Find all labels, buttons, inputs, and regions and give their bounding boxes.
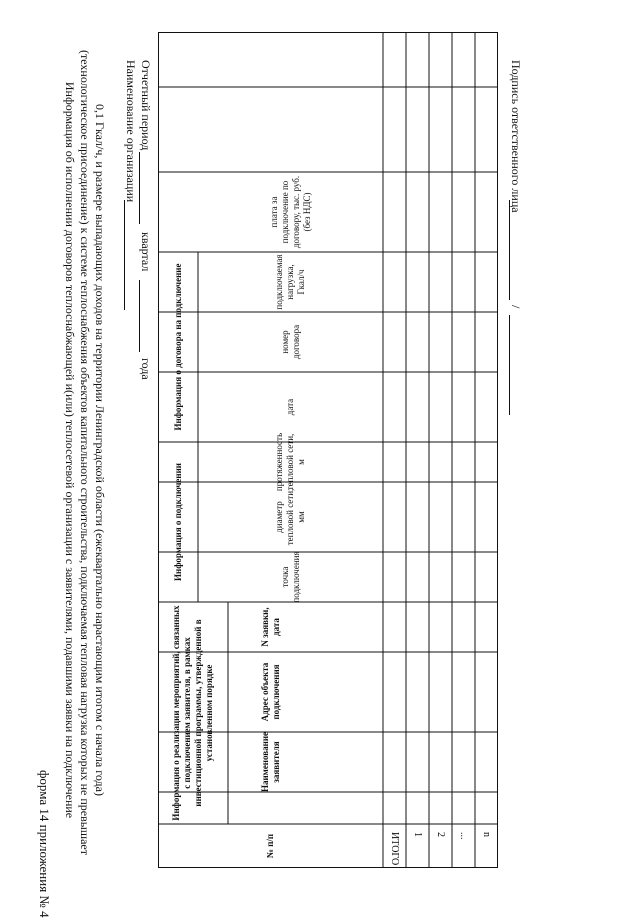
col-header-connection-group: Информация о подключении bbox=[172, 463, 183, 581]
heading-line-3: 0,1 Гкал/ч, и размере выпадающих доходов на территории Ленинградской области (ежеквартально нарастающим итогом с начала года) bbox=[93, 104, 107, 796]
col-header-conn-length: протяженность тепловой сети, м bbox=[274, 432, 306, 492]
signature-line-2 bbox=[509, 315, 510, 415]
col-header-applicant: Наименование заявителя bbox=[259, 732, 281, 792]
col-header-address: Адрес объекта подключения bbox=[259, 662, 281, 722]
table-row-label: 2 bbox=[435, 832, 446, 837]
table-row-label: ... bbox=[458, 832, 469, 840]
heading-line-1: Информация об исполнении договоров теплоснабжающей и(или) теплосетевой организации с заявителями, подавшими заявки на подключение bbox=[63, 81, 77, 819]
col-header-conn-diameter: диаметр тепловой сети, мм bbox=[274, 488, 306, 546]
signature-line-1 bbox=[509, 200, 510, 300]
col-header-contract-date: дата bbox=[285, 398, 295, 416]
table-row-label: 1 bbox=[412, 832, 423, 837]
col-header-measures-group: Информация о реализации мероприятий, связанных с подключением заявителя, в рамках инвестиционной программы, утвержденной в установленном порядке bbox=[171, 605, 214, 821]
col-header-conn-point: точка подключения bbox=[279, 551, 301, 603]
col-header-contract-number: номер договора bbox=[279, 324, 301, 360]
period-quarter-line bbox=[139, 152, 140, 224]
form-number: форма 14 приложения № 4 bbox=[37, 770, 52, 918]
period-quarter-word: квартал bbox=[139, 232, 153, 272]
period-year-line bbox=[139, 280, 140, 352]
period-label: Отчетный период bbox=[139, 60, 153, 151]
heading-line-2: (технологическое присоединение) к системе теплоснабжения объектов капитального строительства, подключаемая тепловая нагрузка которых не превышает bbox=[78, 50, 92, 855]
contracts-table bbox=[158, 32, 498, 868]
col-header-contract-fee: плата за подключение по договору, тыс. руб. (без НДС) bbox=[268, 175, 312, 249]
col-header-num: № п/п bbox=[265, 833, 275, 859]
col-header-contract-load: подключаемая нагрузка, Гкал/ч bbox=[274, 254, 306, 310]
table-row-label: ИТОГО bbox=[389, 832, 400, 866]
period-year-word: года bbox=[139, 358, 153, 380]
col-header-contract-group: Информация о договора на подключение bbox=[172, 263, 183, 431]
signature-label: Подпись ответственного лица bbox=[509, 60, 523, 213]
signature-separator: / bbox=[509, 305, 523, 309]
col-header-request: N заявки, дата bbox=[259, 607, 281, 647]
organization-label: Наименование организации bbox=[124, 60, 138, 203]
table-row-label: n bbox=[481, 832, 492, 837]
organization-line bbox=[124, 200, 125, 310]
